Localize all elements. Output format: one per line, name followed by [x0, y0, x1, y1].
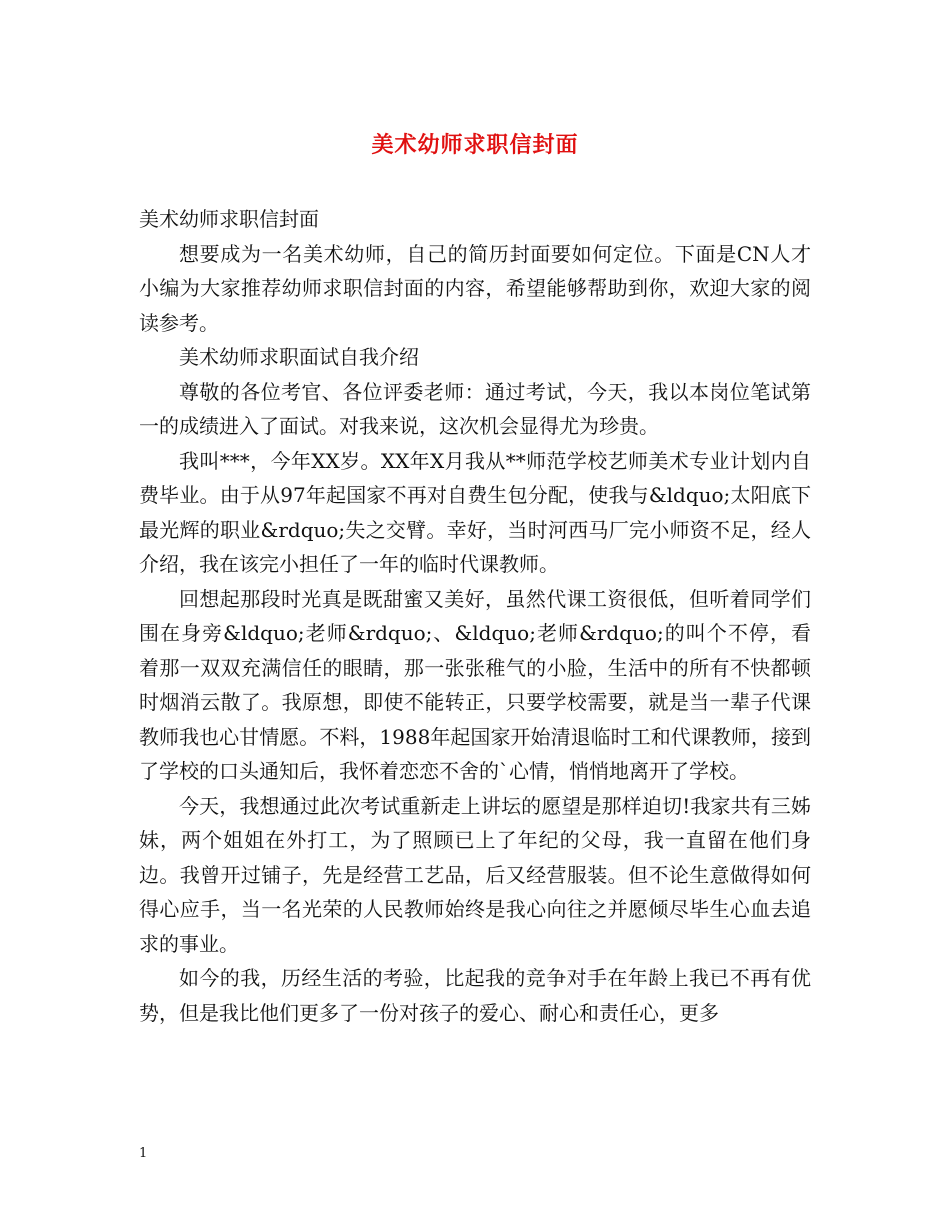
paragraph: 今天，我想通过此次考试重新走上讲坛的愿望是那样迫切!我家共有三姊妹，两个姐姐在外打工，为了照顾已上了年纪的父母，我一直留在他们身边。我曾开过铺子，先是经营工艺品，后又经营服装。但不论生意做得如何得心应手，当一名光荣的人民教师始终是我心向往之并愿倾尽毕生心血去追求的事业。	[139, 793, 811, 956]
document-title: 美术幼师求职信封面	[371, 132, 579, 158]
paragraph-heading: 美术幼师求职信封面	[139, 207, 319, 231]
paragraph: 想要成为一名美术幼师，自己的简历封面要如何定位。下面是CN人才小编为大家推荐幼师求职信封面的内容，希望能够帮助到你，欢迎大家的阅读参考。	[139, 241, 811, 335]
paragraph: 我叫***，今年XX岁。XX年X月我从**师范学校艺师美术专业计划内自费毕业。由于从97年起国家不再对自费生包分配，使我与&ldquo;太阳底下最光辉的职业&rdquo;失之交臂。幸好，当时河西马厂完小师资不足，经人介绍，我在该完小担任了一年的临时代课教师。	[139, 448, 811, 576]
page-number: 1	[139, 1146, 148, 1161]
paragraph: 回想起那段时光真是既甜蜜又美好，虽然代课工资很低，但听着同学们围在身旁&ldquo;老师&rdquo;、&ldquo;老师&rdquo;的叫个不停，看着那一双双充满信任的眼睛，那一张张稚气的小脸，生活中的所有不快都顿时烟消云散了。我原想，即使不能转正，只要学校需要，就是当一辈子代课教师我也心甘情愿。不料，1988年起国家开始清退临时工和代课教师，接到了学校的口头通知后，我怀着恋恋不舍的`心情，悄悄地离开了学校。	[139, 586, 811, 783]
paragraph: 如今的我，历经生活的考验，比起我的竞争对手在年龄上我已不再有优势，但是我比他们更多了一份对孩子的爱心、耐心和责任心，更多	[139, 966, 811, 1025]
document-body	[139, 202, 811, 1030]
paragraph-subheading: 美术幼师求职面试自我介绍	[179, 345, 419, 369]
paragraph: 尊敬的各位考官、各位评委老师：通过考试，今天，我以本岗位笔试第一的成绩进入了面试。对我来说，这次机会显得尤为珍贵。	[139, 379, 811, 438]
